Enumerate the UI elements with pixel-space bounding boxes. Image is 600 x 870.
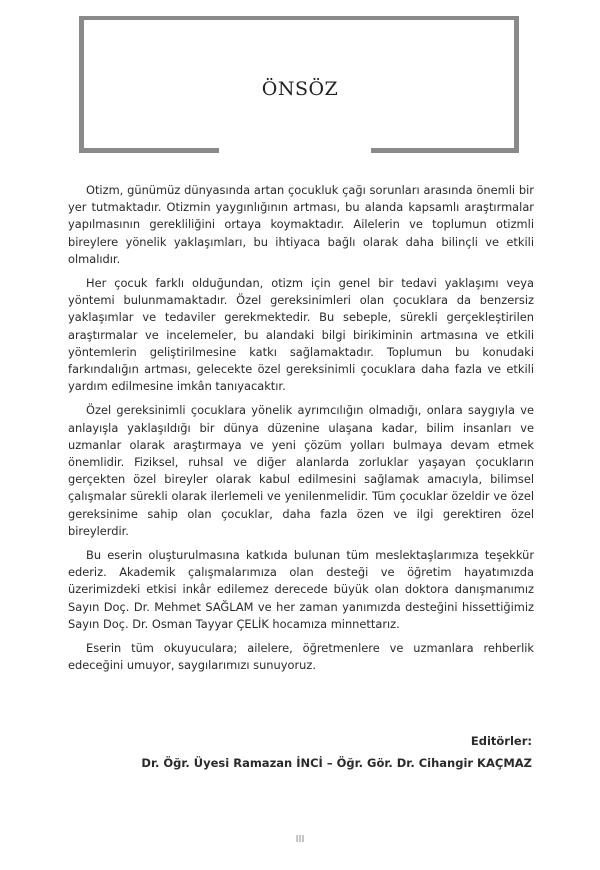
page-number: III (295, 834, 305, 845)
paragraph: Her çocuk farklı olduğundan, otizm için genel bir tedavi yaklaşımı veya yöntemi bulunmamaktadır. Özel gereksinimleri olan çocuklara da benzersiz yaklaşımlar ve tedaviler gerekmektedir. Bu sebeple, sürekli gerçekleştirilen araştırmalar ve incelemeler, bu alandaki bilgi birikiminin artmasına ve etkili yöntemlerin geliştirilmesine katkı sağlamaktadır. Toplumun bu konudaki farkındalığın artması, gelecekte özel gereksinimli çocuklara daha fazla ve etkili yardım edilmesine imkân tanıyacaktır. (68, 276, 534, 394)
frame-bottom-right-border (371, 148, 519, 153)
preface-body (68, 182, 534, 681)
paragraph: Otizm, günümüz dünyasında artan çocukluk çağı sorunları arasında önemli bir yer tutmaktadır. Otizmin yaygınlığının artması, bu alanda kapsamlı araştırmalar yapılmasının gerekliliğini ortaya koymaktadır. Ailelerin ve toplumun otizmli bireylere yönelik yaklaşımları, bu ihtiyaca bağlı olarak daha bilinçli ve etkili olmalıdır. (68, 183, 534, 266)
signature-label: Editörler: (470, 734, 532, 748)
paragraph: Özel gereksinimli çocuklara yönelik ayrımcılığın olmadığı, onlara saygıyla ve anlayışla yaklaşıldığı bir dünya düzenine ulaşana kadar, bilim insanları ve uzmanlar olarak araştırmaya ve yeni çözüm yolları bulmaya devam etmek önemlidir. Fiziksel, ruhsal ve diğer alanlarda zorluklar yaşayan çocukların gerçekten özel bireyler olarak kabul edilmesini sağlamak amacıyla, bilimsel çalışmalar sürekli olarak ilerlemeli ve yenilenmelidir. Tüm çocuklar özeldir ve özel gereksinime sahip olan çocuklar, daha fazla özen ve ilgi gerektiren özel bireylerdir. (68, 403, 534, 538)
frame-bottom-left-border (79, 148, 219, 153)
signature-names: Dr. Öğr. Üyesi Ramazan İNCİ – Öğr. Gör. Dr. Cihangir KAÇMAZ (141, 756, 532, 770)
paragraph: Bu eserin oluşturulmasına katkıda bulunan tüm meslektaşlarımıza teşekkür ederiz. Akademik çalışmalarımıza olan desteği ve öğretim hayatımızda üzerimizdeki etkisi inkâr edilemez derecede büyük olan doktora danışmanımız Sayın Doç. Dr. Mehmet SAĞLAM ve her zaman yanımızda desteğini hissettiğimiz Sayın Doç. Dr. Osman Tayyar ÇELİK hocamıza minnettarız. (68, 548, 534, 631)
paragraph: Eserin tüm okuyuculara; ailelere, öğretmenlere ve uzmanlara rehberlik edeceğini umuyor, saygılarımızı sunuyoruz. (68, 641, 534, 673)
page-title: ÖNSÖZ (261, 78, 339, 100)
frame-top-border (79, 16, 519, 20)
